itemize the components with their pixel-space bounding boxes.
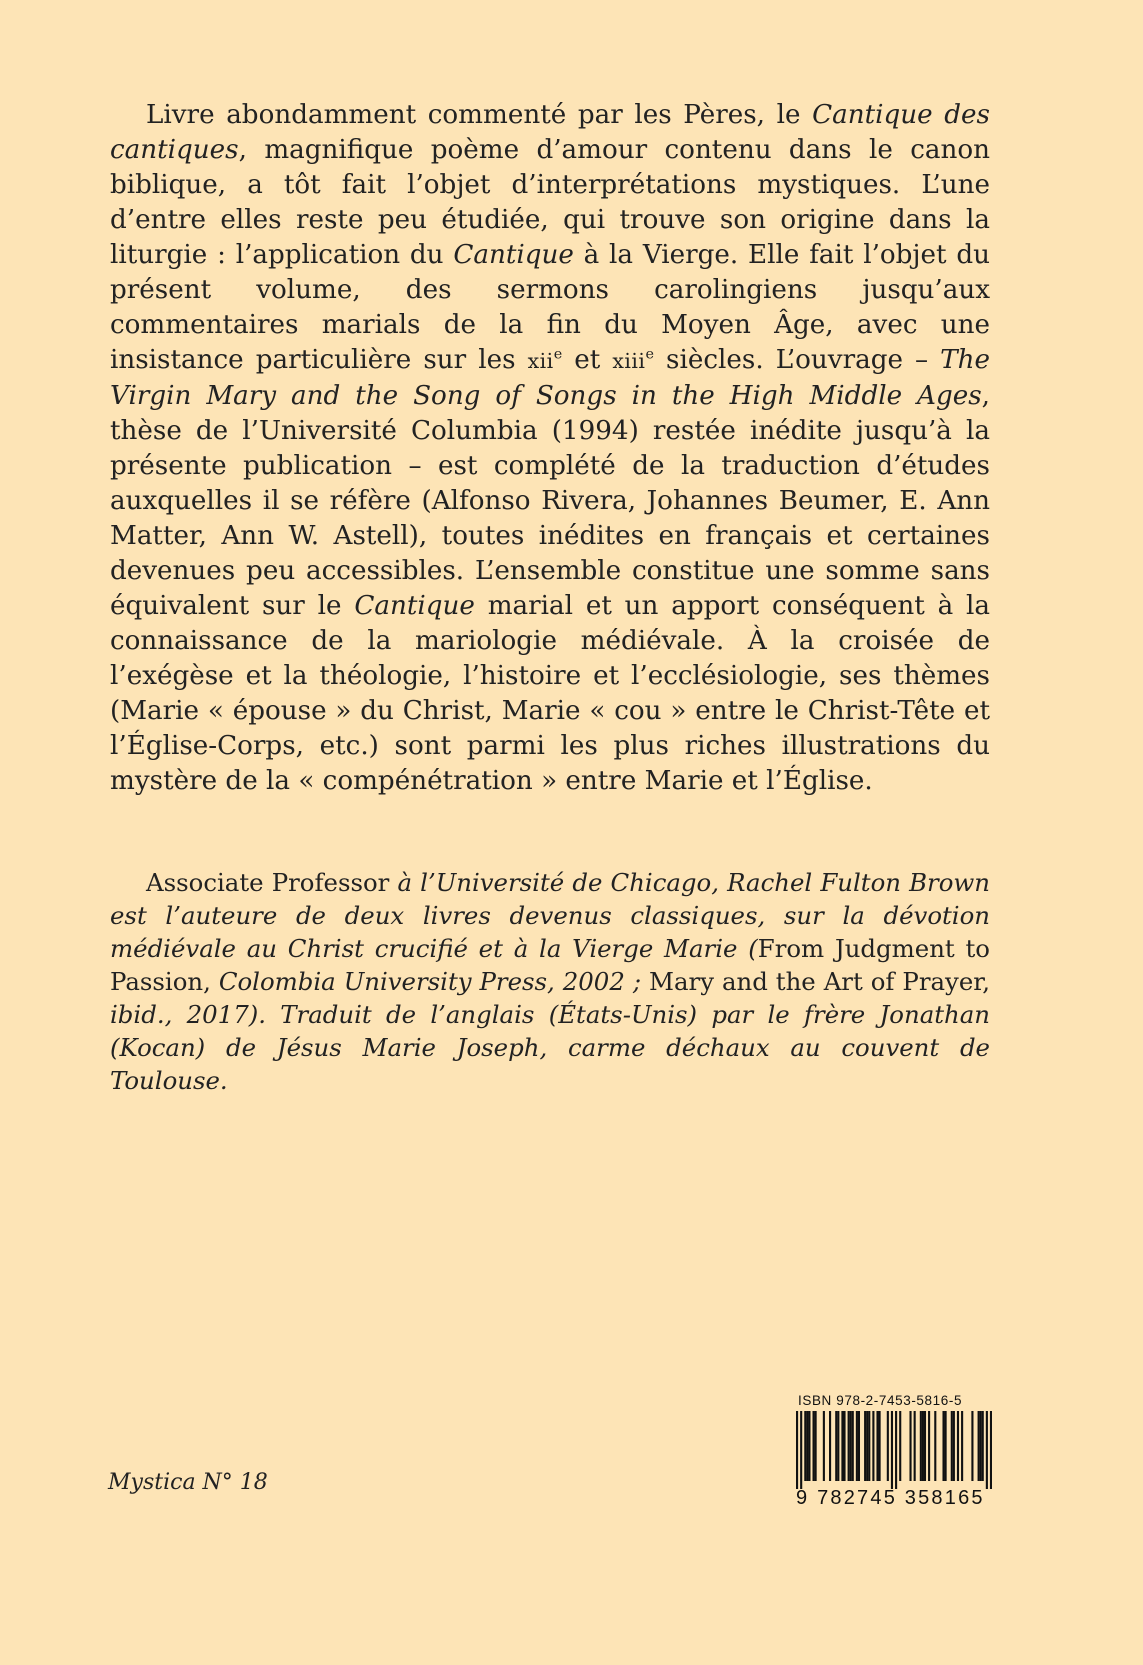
barcode-bar — [920, 1411, 922, 1481]
barcode-bar — [823, 1411, 825, 1481]
barcode-bar — [953, 1411, 955, 1481]
barcode-bar — [978, 1411, 980, 1481]
barcode-bar — [864, 1411, 866, 1481]
barcode-bar — [895, 1411, 897, 1489]
barcode-bar — [868, 1411, 870, 1481]
barcode-bar — [980, 1411, 982, 1481]
barcode-bar — [872, 1411, 874, 1481]
barcode-bar — [829, 1411, 831, 1481]
barcode-bar — [914, 1411, 916, 1481]
barcode-bar — [796, 1411, 798, 1489]
barcode-bar — [815, 1411, 817, 1481]
barcode-number: 9 782745 358165 — [796, 1487, 985, 1509]
barcode-bar — [942, 1411, 944, 1481]
barcode-bar — [806, 1411, 808, 1481]
barcode-bar — [879, 1411, 881, 1481]
barcode-bar — [841, 1411, 843, 1481]
barcode-bar — [891, 1411, 893, 1489]
barcode-bar — [986, 1411, 988, 1489]
barcode-bar — [982, 1411, 984, 1481]
barcode-bar — [951, 1411, 953, 1481]
isbn-label: ISBN 978-2-7453-5816-5 — [798, 1393, 963, 1408]
barcode-bar — [850, 1411, 852, 1481]
barcode-bar — [866, 1411, 868, 1481]
barcode-bar — [909, 1411, 911, 1481]
barcode-bar — [876, 1411, 878, 1481]
barcode-bar — [804, 1411, 806, 1481]
barcode-bar — [813, 1411, 815, 1481]
barcode-bar — [848, 1411, 850, 1481]
barcode-bar — [990, 1411, 992, 1489]
barcode-bar — [924, 1411, 926, 1481]
barcode-bar — [971, 1411, 973, 1481]
barcode-bar — [808, 1411, 810, 1481]
barcode-bar — [858, 1411, 860, 1481]
isbn-barcode-block — [796, 1393, 996, 1510]
barcode-bar — [928, 1411, 930, 1481]
barcode-image — [796, 1411, 992, 1489]
barcode-bar — [961, 1411, 963, 1481]
book-description: Livre abondamment commenté par les Pères, le Cantique des cantiques, magnifique poème d’amour contenu dans le canon biblique, a tôt fait l’objet d’interprétations mystiques. L’une d’entre elles reste peu étudiée, qui trouve son origine dans la liturgie : l’application du Cantique à la Vierge. Elle fait l’objet du présent volume, des sermons carolingiens jusqu’aux commentaires marials de la fin du Moyen Âge, avec une insistance particulière sur les xii$^e$ et xiii$^e$ siècles. L’ouvrage – The Virgin Mary and the Song of Songs in the High Middle Ages, thèse de l’Université Columbia (1994) restée inédite jusqu’à la présente publication – est complété de la traduction d’études auxquelles il se réfère (Alfonso Rivera, Johannes Beumer, E. Ann Matter, Ann W. Astell), toutes inédites en français et certaines devenues peu accessibles. L’ensemble constitue une somme sans équivalent sur le Cantique marial et un apport conséquent à la connaissance de la mariologie médiévale. À la croisée de l’exégèse et la théologie, l’histoire et l’ecclésiologie, ses thèmes (Marie « épouse » du Christ, Marie « cou » entre le Christ-Tête et l’Église-Corps, etc.) sont parmi les plus riches illustrations du mystère de la « compénétration » entre Marie et l’Église. — [110, 100, 991, 796]
barcode-bar — [957, 1411, 959, 1481]
barcode-bar — [934, 1411, 936, 1481]
author-bio: Associate Professor à l’Université de Chicago, Rachel Fulton Brown est l’auteure de deux livres devenus classiques, sur la dévotion médiévale au Christ crucifié et à la Vierge Marie (From Judgment to Passion, Colombia University Press, 2002 ; Mary and the Art of Prayer, ibid., 2017). Traduit de l’anglais (États-Unis) par le frère Jonathan (Kocan) de Jésus Marie Joseph, carme déchaux au couvent de Toulouse. — [110, 868, 990, 1095]
barcode-bar — [856, 1411, 858, 1481]
barcode-bar — [835, 1411, 837, 1481]
barcode-bar — [887, 1411, 889, 1481]
barcode-bar — [922, 1411, 924, 1481]
barcode-bar — [843, 1411, 845, 1481]
series-label: Mystica N° 18 — [108, 1470, 268, 1495]
barcode-bar — [899, 1411, 901, 1481]
barcode-bar — [945, 1411, 947, 1481]
barcode-bar — [800, 1411, 802, 1489]
barcode-bar — [852, 1411, 854, 1481]
barcode-bar — [837, 1411, 839, 1481]
